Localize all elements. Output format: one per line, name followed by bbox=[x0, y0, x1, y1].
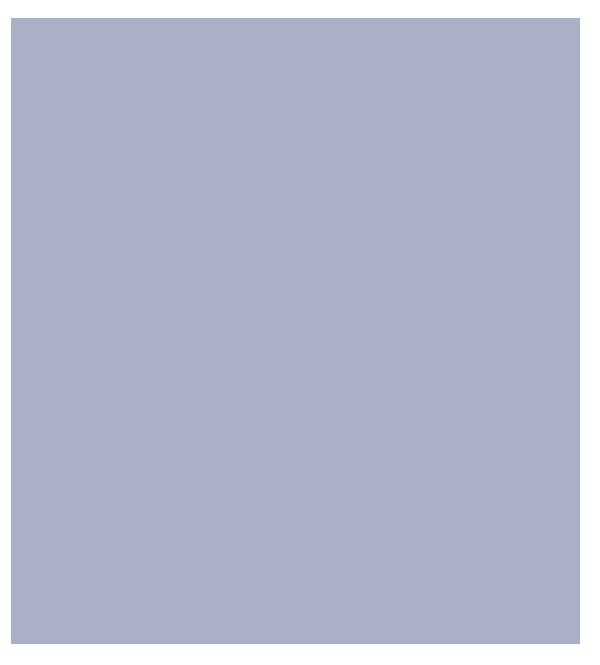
forecast-table bbox=[13, 20, 558, 22]
forecast-frame bbox=[11, 18, 580, 644]
title-bar bbox=[0, 0, 600, 18]
